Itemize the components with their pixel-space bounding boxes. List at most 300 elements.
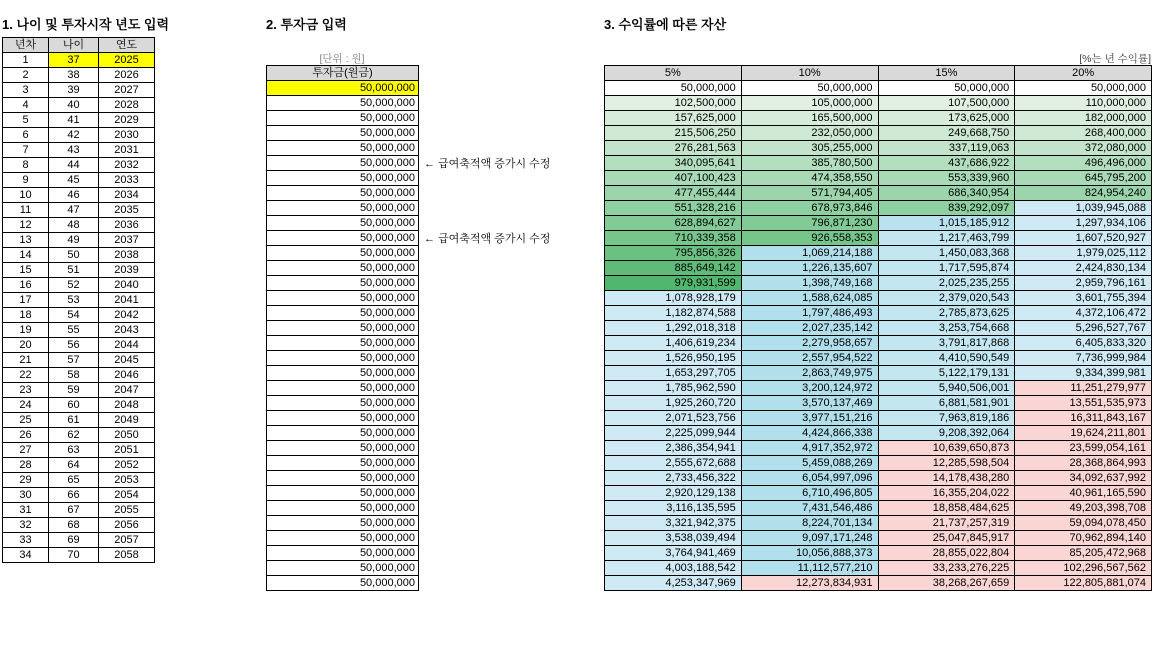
table-row: [267, 366, 419, 381]
cell-principal[interactable]: 50,000,000: [267, 486, 419, 501]
cell-asset-10: 474,358,550: [741, 171, 878, 186]
cell-year[interactable]: 2047: [99, 383, 155, 398]
cell-year-index: 30: [3, 488, 49, 503]
cell-principal[interactable]: 50,000,000: [267, 471, 419, 486]
table-row: [3, 293, 155, 308]
cell-year-index: 10: [3, 188, 49, 203]
cell-age[interactable]: 64: [49, 458, 99, 473]
cell-year-index: 29: [3, 473, 49, 488]
cell-principal[interactable]: 50,000,000: [267, 531, 419, 546]
col-header-rate-10: 10%: [741, 66, 878, 81]
table-row: [3, 488, 155, 503]
cell-principal[interactable]: 50,000,000: [267, 126, 419, 141]
cell-year-index: 25: [3, 413, 49, 428]
cell-year[interactable]: 2044: [99, 338, 155, 353]
cell-asset-5: 1,653,297,705: [605, 366, 742, 381]
cell-asset-5: 157,625,000: [605, 111, 742, 126]
cell-asset-5: 1,925,260,720: [605, 396, 742, 411]
cell-age[interactable]: 49: [49, 233, 99, 248]
cell-year[interactable]: 2051: [99, 443, 155, 458]
cell-principal[interactable]: 50,000,000: [267, 306, 419, 321]
cell-principal[interactable]: 50,000,000: [267, 81, 419, 96]
table-row: [3, 533, 155, 548]
cell-age[interactable]: 63: [49, 443, 99, 458]
cell-asset-15: 1,015,185,912: [878, 216, 1015, 231]
cell-principal[interactable]: 50,000,000: [267, 336, 419, 351]
cell-asset-10: 8,224,701,134: [741, 516, 878, 531]
cell-principal[interactable]: 50,000,000: [267, 441, 419, 456]
cell-principal[interactable]: 50,000,000: [267, 516, 419, 531]
cell-asset-5: 340,095,641: [605, 156, 742, 171]
table-row: [605, 486, 1152, 501]
annotation-note: ← 급여축적액 증가시 수정: [424, 233, 551, 245]
cell-age[interactable]: 55: [49, 323, 99, 338]
table-row: [267, 261, 419, 276]
cell-principal[interactable]: 50,000,000: [267, 456, 419, 471]
cell-asset-20: 110,000,000: [1015, 96, 1152, 111]
table-row: [3, 158, 155, 173]
cell-year[interactable]: 2035: [99, 203, 155, 218]
cell-year-index: 21: [3, 353, 49, 368]
table-row: [3, 278, 155, 293]
cell-year-index: 17: [3, 293, 49, 308]
cell-asset-10: 1,069,214,188: [741, 246, 878, 261]
cell-principal[interactable]: 50,000,000: [267, 171, 419, 186]
cell-asset-10: 305,255,000: [741, 141, 878, 156]
cell-asset-5: 2,071,523,756: [605, 411, 742, 426]
cell-year[interactable]: 2040: [99, 278, 155, 293]
cell-principal[interactable]: 50,000,000: [267, 426, 419, 441]
table-row: [3, 548, 155, 563]
table-row: [267, 336, 419, 351]
cell-age[interactable]: 38: [49, 68, 99, 83]
cell-asset-5: 3,321,942,375: [605, 516, 742, 531]
cell-age[interactable]: 44: [49, 158, 99, 173]
cell-year-index: 8: [3, 158, 49, 173]
cell-year[interactable]: 2034: [99, 188, 155, 203]
cell-principal[interactable]: 50,000,000: [267, 246, 419, 261]
cell-asset-5: 4,003,188,542: [605, 561, 742, 576]
cell-principal[interactable]: 50,000,000: [267, 141, 419, 156]
cell-asset-5: 2,733,456,322: [605, 471, 742, 486]
cell-year[interactable]: 2030: [99, 128, 155, 143]
cell-age[interactable]: 50: [49, 248, 99, 263]
cell-year[interactable]: 2028: [99, 98, 155, 113]
cell-principal[interactable]: 50,000,000: [267, 216, 419, 231]
cell-year-index: 13: [3, 233, 49, 248]
cell-year[interactable]: 2054: [99, 488, 155, 503]
cell-principal[interactable]: 50,000,000: [267, 546, 419, 561]
table-row: [3, 113, 155, 128]
table-row: [605, 351, 1152, 366]
cell-asset-15: 18,858,484,625: [878, 501, 1015, 516]
cell-year-index: 27: [3, 443, 49, 458]
table-row: [605, 411, 1152, 426]
table-row: [605, 231, 1152, 246]
cell-asset-20: 7,736,999,984: [1015, 351, 1152, 366]
cell-age[interactable]: 42: [49, 128, 99, 143]
cell-asset-10: 7,431,546,486: [741, 501, 878, 516]
table-row: [267, 396, 419, 411]
table-row: [605, 441, 1152, 456]
table-row: [3, 413, 155, 428]
cell-asset-15: 5,940,506,001: [878, 381, 1015, 396]
table-row: [3, 398, 155, 413]
table-row: [605, 126, 1152, 141]
cell-age[interactable]: 60: [49, 398, 99, 413]
cell-principal[interactable]: 50,000,000: [267, 291, 419, 306]
cell-asset-10: 165,500,000: [741, 111, 878, 126]
cell-asset-15: 437,686,922: [878, 156, 1015, 171]
table-row: [267, 276, 419, 291]
col-header-year: 연도: [99, 38, 155, 53]
table-row: [3, 233, 155, 248]
cell-asset-20: 40,961,165,590: [1015, 486, 1152, 501]
cell-principal[interactable]: 50,000,000: [267, 396, 419, 411]
col-header-age: 나이: [49, 38, 99, 53]
cell-asset-10: 3,200,124,972: [741, 381, 878, 396]
cell-year-index: 24: [3, 398, 49, 413]
cell-year-index: 2: [3, 68, 49, 83]
cell-asset-5: 979,931,599: [605, 276, 742, 291]
cell-asset-15: 33,233,276,225: [878, 561, 1015, 576]
section-assets-by-return: [604, 14, 1152, 591]
cell-asset-10: 2,027,235,142: [741, 321, 878, 336]
cell-asset-20: 2,959,796,161: [1015, 276, 1152, 291]
cell-year[interactable]: 2050: [99, 428, 155, 443]
cell-year-index: 28: [3, 458, 49, 473]
cell-asset-10: 1,797,486,493: [741, 306, 878, 321]
cell-principal[interactable]: 50,000,000: [267, 156, 419, 171]
table-row: [267, 111, 419, 126]
cell-asset-10: 5,459,088,269: [741, 456, 878, 471]
cell-year[interactable]: 2046: [99, 368, 155, 383]
table-row: [267, 96, 419, 111]
cell-asset-5: 551,328,216: [605, 201, 742, 216]
cell-asset-5: 3,764,941,469: [605, 546, 742, 561]
table-row: [3, 428, 155, 443]
cell-asset-20: 49,203,398,708: [1015, 501, 1152, 516]
table-row: [605, 576, 1152, 591]
cell-age[interactable]: 56: [49, 338, 99, 353]
cell-principal[interactable]: 50,000,000: [267, 201, 419, 216]
cell-year[interactable]: 2048: [99, 398, 155, 413]
cell-age[interactable]: 62: [49, 428, 99, 443]
table-row: [3, 353, 155, 368]
table-row: [3, 443, 155, 458]
cell-asset-10: 11,112,577,210: [741, 561, 878, 576]
cell-year[interactable]: 2057: [99, 533, 155, 548]
table-row: [605, 291, 1152, 306]
cell-year[interactable]: 2053: [99, 473, 155, 488]
cell-asset-5: 407,100,423: [605, 171, 742, 186]
cell-asset-20: 1,039,945,088: [1015, 201, 1152, 216]
cell-asset-20: 34,092,637,992: [1015, 471, 1152, 486]
table-row: [605, 531, 1152, 546]
cell-principal[interactable]: 50,000,000: [267, 261, 419, 276]
table-row: [267, 156, 419, 171]
table-row: [267, 516, 419, 531]
cell-year-index: 1: [3, 53, 49, 68]
cell-year[interactable]: 2041: [99, 293, 155, 308]
table-row: [267, 441, 419, 456]
cell-year[interactable]: 2033: [99, 173, 155, 188]
cell-asset-15: 16,355,204,022: [878, 486, 1015, 501]
cell-asset-5: 2,225,099,944: [605, 426, 742, 441]
cell-asset-15: 12,285,598,504: [878, 456, 1015, 471]
cell-year[interactable]: 2055: [99, 503, 155, 518]
cell-age[interactable]: 40: [49, 98, 99, 113]
cell-year-index: 33: [3, 533, 49, 548]
cell-year-index: 14: [3, 248, 49, 263]
cell-age[interactable]: 51: [49, 263, 99, 278]
table-row: [3, 368, 155, 383]
table-row: [3, 173, 155, 188]
table-row: [267, 201, 419, 216]
table-row: [605, 561, 1152, 576]
cell-principal[interactable]: 50,000,000: [267, 96, 419, 111]
table-row: [267, 81, 419, 96]
cell-age[interactable]: 37: [49, 53, 99, 68]
cell-principal[interactable]: 50,000,000: [267, 366, 419, 381]
table-header-row: [3, 38, 155, 53]
cell-principal[interactable]: 50,000,000: [267, 276, 419, 291]
cell-age[interactable]: 39: [49, 83, 99, 98]
cell-principal[interactable]: 50,000,000: [267, 501, 419, 516]
cell-principal[interactable]: 50,000,000: [267, 411, 419, 426]
cell-asset-15: 1,217,463,799: [878, 231, 1015, 246]
cell-year[interactable]: 2036: [99, 218, 155, 233]
cell-asset-15: 3,791,817,868: [878, 336, 1015, 351]
table-row: [605, 276, 1152, 291]
cell-year[interactable]: 2029: [99, 113, 155, 128]
cell-asset-10: 926,558,353: [741, 231, 878, 246]
cell-asset-20: 1,297,934,106: [1015, 216, 1152, 231]
cell-year-index: 19: [3, 323, 49, 338]
table-row: [3, 338, 155, 353]
cell-asset-10: 1,588,624,085: [741, 291, 878, 306]
col-header-rate-20: 20%: [1015, 66, 1152, 81]
cell-year-index: 16: [3, 278, 49, 293]
cell-asset-15: 173,625,000: [878, 111, 1015, 126]
cell-asset-10: 50,000,000: [741, 81, 878, 96]
cell-asset-20: 2,424,830,134: [1015, 261, 1152, 276]
cell-year-index: 3: [3, 83, 49, 98]
table-row: [605, 336, 1152, 351]
table-row: [267, 486, 419, 501]
table-row: [3, 218, 155, 233]
table-row: [3, 473, 155, 488]
cell-asset-10: 2,863,749,975: [741, 366, 878, 381]
cell-asset-15: 28,855,022,804: [878, 546, 1015, 561]
cell-asset-15: 7,963,819,186: [878, 411, 1015, 426]
cell-year-index: 23: [3, 383, 49, 398]
cell-age[interactable]: 58: [49, 368, 99, 383]
cell-principal[interactable]: 50,000,000: [267, 111, 419, 126]
cell-asset-15: 3,253,754,668: [878, 321, 1015, 336]
cell-principal[interactable]: 50,000,000: [267, 576, 419, 591]
table-row: [267, 246, 419, 261]
table-row: [267, 411, 419, 426]
cell-asset-10: 10,056,888,373: [741, 546, 878, 561]
table-row: [605, 456, 1152, 471]
table-row: [605, 396, 1152, 411]
table-row: [605, 381, 1152, 396]
table-row: [605, 321, 1152, 336]
cell-asset-10: 2,557,954,522: [741, 351, 878, 366]
cell-age[interactable]: 43: [49, 143, 99, 158]
table-row: [3, 308, 155, 323]
cell-age[interactable]: 66: [49, 488, 99, 503]
cell-asset-20: 496,496,000: [1015, 156, 1152, 171]
cell-age[interactable]: 59: [49, 383, 99, 398]
table-row: [605, 216, 1152, 231]
cell-age[interactable]: 67: [49, 503, 99, 518]
table-row: [605, 111, 1152, 126]
cell-age[interactable]: 52: [49, 278, 99, 293]
cell-asset-20: 5,296,527,767: [1015, 321, 1152, 336]
section-age-year: [0, 14, 170, 563]
cell-year[interactable]: 2045: [99, 353, 155, 368]
cell-year[interactable]: 2032: [99, 158, 155, 173]
table-row: [605, 501, 1152, 516]
cell-asset-5: 3,538,039,494: [605, 531, 742, 546]
cell-year[interactable]: 2056: [99, 518, 155, 533]
cell-asset-5: 1,292,018,318: [605, 321, 742, 336]
cell-age[interactable]: 57: [49, 353, 99, 368]
table-row: [267, 456, 419, 471]
cell-asset-5: 276,281,563: [605, 141, 742, 156]
cell-age[interactable]: 69: [49, 533, 99, 548]
cell-age[interactable]: 65: [49, 473, 99, 488]
cell-age[interactable]: 48: [49, 218, 99, 233]
cell-principal[interactable]: 50,000,000: [267, 381, 419, 396]
cell-asset-20: 824,954,240: [1015, 186, 1152, 201]
cell-asset-20: 122,805,881,074: [1015, 576, 1152, 591]
cell-asset-5: 795,856,326: [605, 246, 742, 261]
cell-age[interactable]: 53: [49, 293, 99, 308]
table-row: [3, 248, 155, 263]
cell-age[interactable]: 45: [49, 173, 99, 188]
cell-asset-20: 3,601,755,394: [1015, 291, 1152, 306]
cell-asset-10: 1,398,749,168: [741, 276, 878, 291]
cell-year-index: 4: [3, 98, 49, 113]
cell-asset-20: 182,000,000: [1015, 111, 1152, 126]
cell-principal[interactable]: 50,000,000: [267, 561, 419, 576]
section3-title: 3. 수익률에 따른 자산: [604, 17, 727, 32]
cell-asset-10: 3,977,151,216: [741, 411, 878, 426]
cell-asset-5: 628,894,627: [605, 216, 742, 231]
cell-year[interactable]: 2031: [99, 143, 155, 158]
cell-year[interactable]: 2025: [99, 53, 155, 68]
cell-principal[interactable]: 50,000,000: [267, 186, 419, 201]
cell-principal[interactable]: 50,000,000: [267, 351, 419, 366]
table-row: [605, 426, 1152, 441]
table-row: [267, 126, 419, 141]
table-row: [605, 201, 1152, 216]
cell-year-index: 22: [3, 368, 49, 383]
cell-asset-5: 1,406,619,234: [605, 336, 742, 351]
cell-year[interactable]: 2027: [99, 83, 155, 98]
cell-asset-5: 3,116,135,595: [605, 501, 742, 516]
table-row: [267, 546, 419, 561]
cell-asset-5: 1,182,874,588: [605, 306, 742, 321]
table-row: [3, 518, 155, 533]
cell-asset-10: 12,273,834,931: [741, 576, 878, 591]
cell-year[interactable]: 2043: [99, 323, 155, 338]
cell-asset-5: 2,920,129,138: [605, 486, 742, 501]
col-header-rate-5: 5%: [605, 66, 742, 81]
cell-asset-15: 10,639,650,873: [878, 441, 1015, 456]
cell-asset-15: 337,119,063: [878, 141, 1015, 156]
table-row: [267, 381, 419, 396]
cell-year[interactable]: 2042: [99, 308, 155, 323]
table-investment: [266, 65, 419, 591]
cell-asset-10: 678,973,846: [741, 201, 878, 216]
table-row: [3, 458, 155, 473]
table-row: [267, 561, 419, 576]
cell-age[interactable]: 68: [49, 518, 99, 533]
cell-year-index: 18: [3, 308, 49, 323]
cell-asset-5: 2,386,354,941: [605, 441, 742, 456]
cell-asset-15: 2,379,020,543: [878, 291, 1015, 306]
cell-age[interactable]: 61: [49, 413, 99, 428]
cell-year[interactable]: 2052: [99, 458, 155, 473]
table-row: [605, 246, 1152, 261]
cell-age[interactable]: 47: [49, 203, 99, 218]
cell-asset-5: 215,506,250: [605, 126, 742, 141]
cell-asset-10: 4,917,352,972: [741, 441, 878, 456]
cell-asset-10: 1,226,135,607: [741, 261, 878, 276]
cell-age[interactable]: 46: [49, 188, 99, 203]
cell-age[interactable]: 41: [49, 113, 99, 128]
cell-asset-15: 14,178,438,280: [878, 471, 1015, 486]
cell-principal[interactable]: 50,000,000: [267, 231, 419, 246]
cell-year[interactable]: 2026: [99, 68, 155, 83]
cell-asset-15: 5,122,179,131: [878, 366, 1015, 381]
cell-age[interactable]: 54: [49, 308, 99, 323]
cell-asset-5: 4,253,347,969: [605, 576, 742, 591]
cell-year-index: 15: [3, 263, 49, 278]
cell-principal[interactable]: 50,000,000: [267, 321, 419, 336]
table-row: [3, 503, 155, 518]
cell-year-index: 20: [3, 338, 49, 353]
table-header-row: [267, 66, 419, 81]
cell-asset-15: 107,500,000: [878, 96, 1015, 111]
cell-asset-20: 50,000,000: [1015, 81, 1152, 96]
cell-year-index: 32: [3, 518, 49, 533]
cell-age[interactable]: 70: [49, 548, 99, 563]
cell-year[interactable]: 2049: [99, 413, 155, 428]
table-row: [605, 471, 1152, 486]
table-row: [267, 141, 419, 156]
table-row: [3, 83, 155, 98]
cell-year[interactable]: 2039: [99, 263, 155, 278]
table-row: [605, 261, 1152, 276]
cell-year[interactable]: 2058: [99, 548, 155, 563]
table-assets: [604, 65, 1152, 591]
cell-asset-5: 2,555,672,688: [605, 456, 742, 471]
cell-year[interactable]: 2037: [99, 233, 155, 248]
table-row: [267, 186, 419, 201]
cell-year[interactable]: 2038: [99, 248, 155, 263]
table-row: [3, 383, 155, 398]
cell-asset-15: 50,000,000: [878, 81, 1015, 96]
cell-asset-10: 571,794,405: [741, 186, 878, 201]
table-row: [605, 81, 1152, 96]
cell-asset-20: 13,551,535,973: [1015, 396, 1152, 411]
cell-asset-20: 23,599,054,161: [1015, 441, 1152, 456]
